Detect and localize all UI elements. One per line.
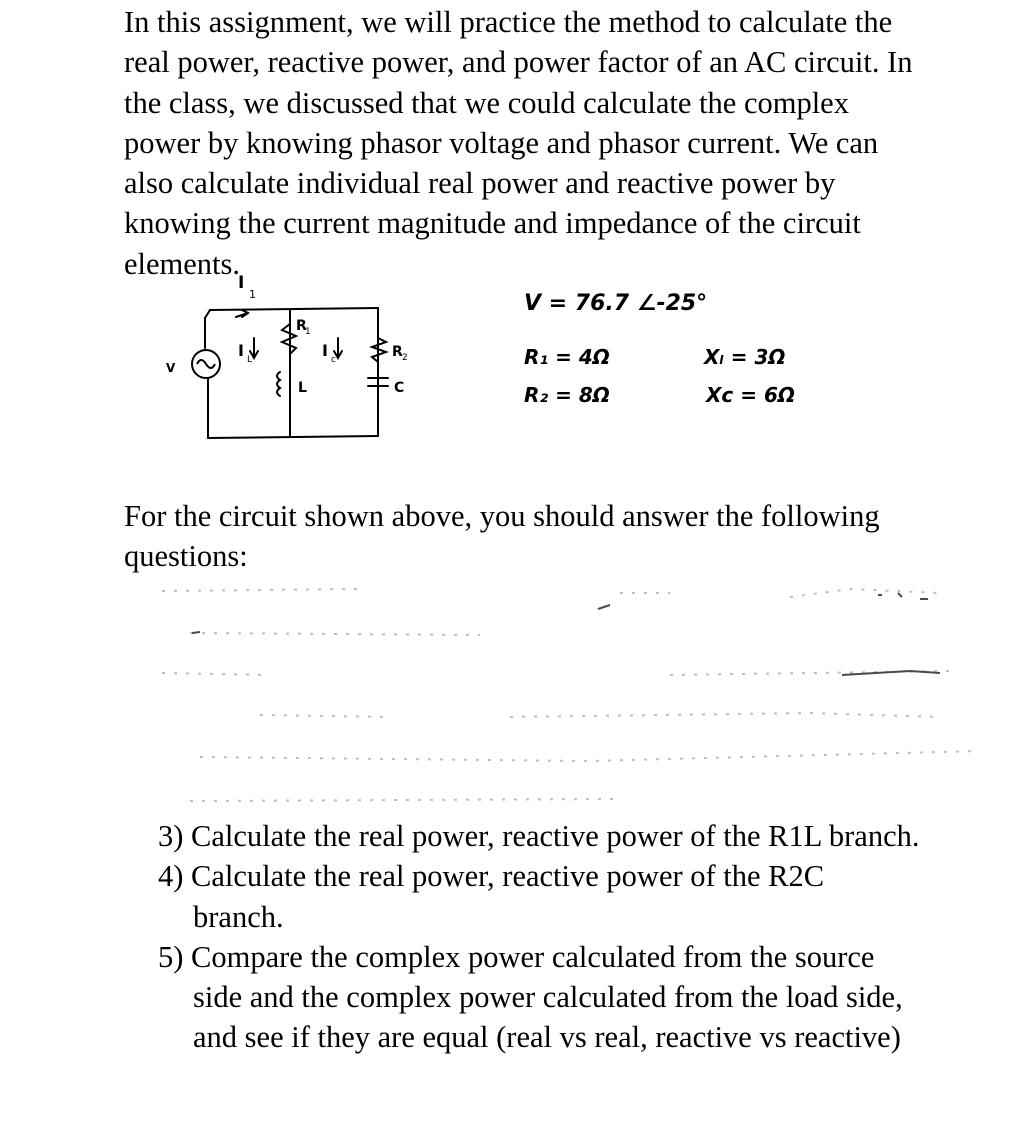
prompt-line: questions: xyxy=(124,539,248,573)
faded-text-region xyxy=(150,575,1010,810)
label-ic-sub: c xyxy=(331,355,336,365)
label-r2: R xyxy=(392,344,403,360)
label-i1: I xyxy=(238,273,245,293)
questions-list xyxy=(158,816,920,1058)
label-ic: I xyxy=(322,341,328,360)
question-5: 5) Compare the complex power calculated from the source xyxy=(158,939,875,974)
given-xc: Xc = 6Ω xyxy=(706,383,795,407)
intro-line: knowing the current magnitude and impedance of the circuit xyxy=(124,206,861,241)
question-5-continuation: side and the complex power calculated from the load side, xyxy=(193,980,903,1015)
label-il: I xyxy=(238,341,244,360)
given-values xyxy=(520,278,840,428)
question-3: 3) Calculate the real power, reactive power of the R1L branch. xyxy=(158,819,920,853)
given-r2: R₂ = 8Ω xyxy=(524,383,610,407)
question-5-continuation: and see if they are equal (real vs real, reactive vs reactive) xyxy=(193,1020,901,1055)
intro-line: also calculate individual real power and reactive power by xyxy=(124,166,836,201)
question-4-continuation: branch. xyxy=(193,899,284,934)
questions-prompt xyxy=(124,496,880,576)
intro-line: power by knowing phasor voltage and phasor current. We can xyxy=(124,125,879,160)
label-l: L xyxy=(298,380,307,396)
given-voltage: V = 76.7 ∠-25° xyxy=(524,291,708,316)
given-r1: R₁ = 4Ω xyxy=(524,345,610,369)
intro-line: the class, we discussed that we could calculate the complex xyxy=(124,85,849,120)
label-i1-sub: 1 xyxy=(249,288,256,301)
intro-line: elements. xyxy=(124,246,241,281)
given-xl: Xₗ = 3Ω xyxy=(704,345,786,369)
label-r1-sub: 1 xyxy=(305,327,311,337)
label-il-sub: L xyxy=(247,355,253,365)
label-c: C xyxy=(394,380,405,396)
label-source: V xyxy=(166,361,176,375)
source-wave-icon xyxy=(197,360,215,368)
question-4: 4) Calculate the real power, reactive power of the R2C xyxy=(158,859,825,894)
prompt-line: For the circuit shown above, you should answer the following xyxy=(124,499,880,533)
circuit-diagram xyxy=(150,268,440,448)
label-r2-sub: 2 xyxy=(402,353,408,363)
label-r1: R xyxy=(296,318,307,334)
intro-line: In this assignment, we will practice the method to calculate the xyxy=(124,5,893,39)
intro-line: real power, reactive power, and power factor of an AC circuit. In xyxy=(124,45,913,80)
intro-paragraph xyxy=(124,2,1019,284)
